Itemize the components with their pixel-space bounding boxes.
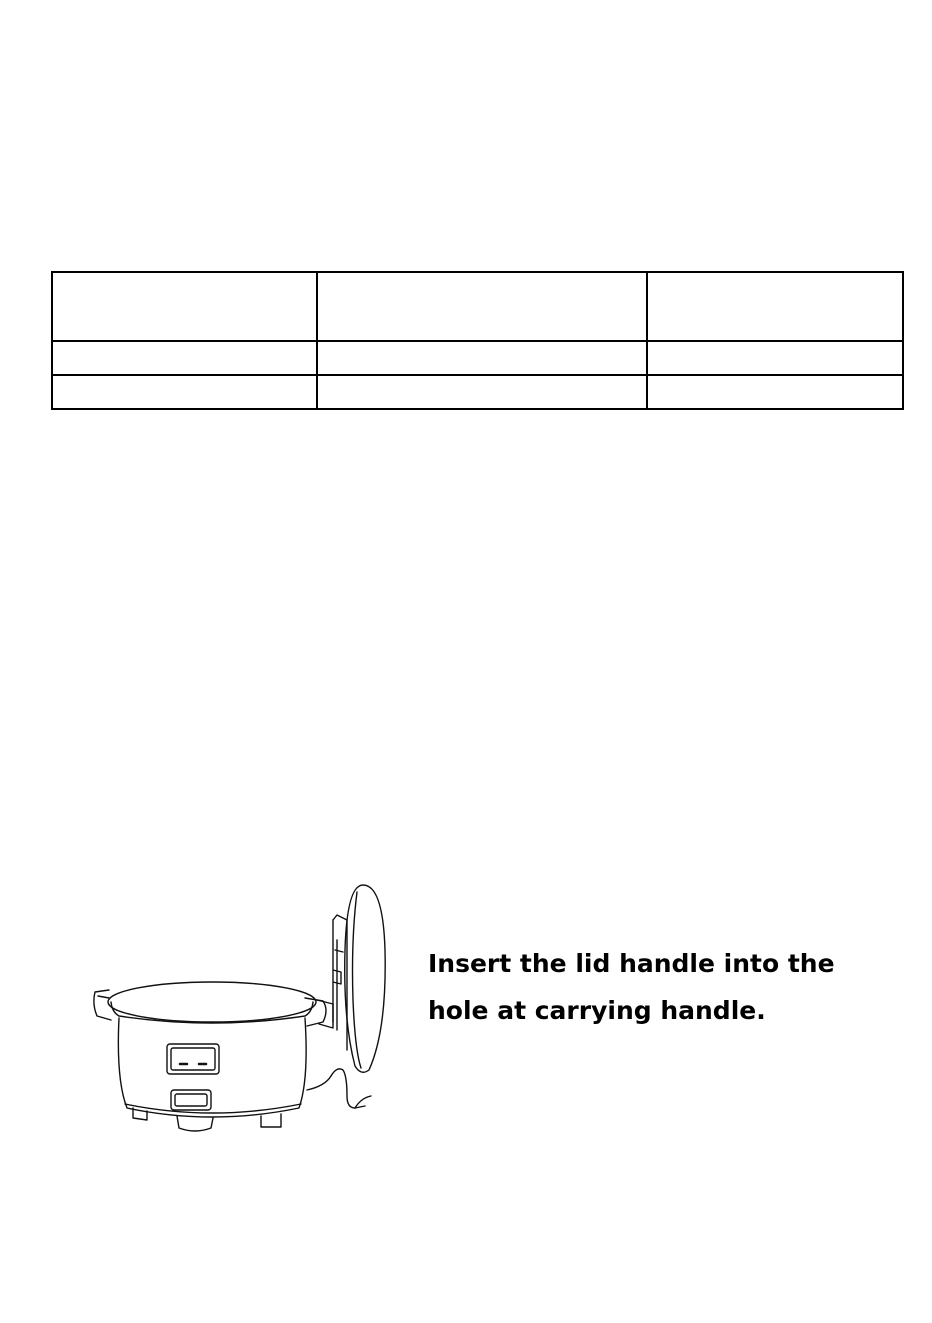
table-cell	[647, 375, 903, 409]
table-row	[52, 341, 903, 375]
rice-cooker-illustration	[85, 880, 405, 1135]
caption-line: hole at carrying handle.	[428, 996, 766, 1025]
table-cell	[52, 341, 317, 375]
rice-cooker-lid-attached-icon	[85, 880, 405, 1135]
table-header-row	[52, 272, 903, 341]
spec-table	[51, 271, 904, 410]
table-cell	[52, 375, 317, 409]
figure-caption	[428, 940, 835, 1034]
table-row	[52, 375, 903, 409]
table-header-cell	[647, 272, 903, 341]
table-cell	[317, 341, 647, 375]
table-cell	[317, 375, 647, 409]
table-header-cell	[317, 272, 647, 341]
caption-line: Insert the lid handle into the	[428, 949, 835, 978]
table-header-cell	[52, 272, 317, 341]
table-cell	[647, 341, 903, 375]
